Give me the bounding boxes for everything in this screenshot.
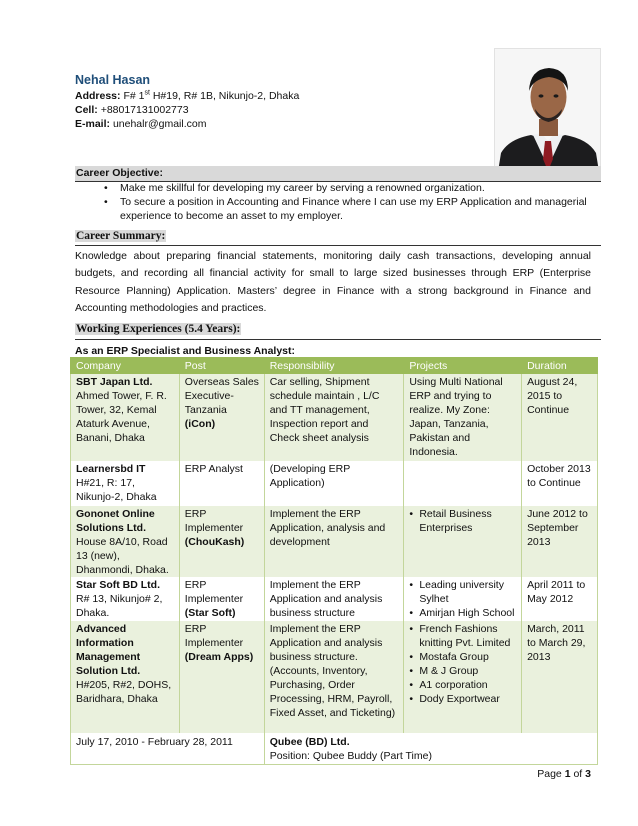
post-product: (Dream Apps) (184, 650, 254, 663)
career-summary-heading (75, 230, 601, 246)
projects-cell (404, 621, 522, 733)
project-list (409, 507, 517, 535)
post-title: ERP Implementer (184, 622, 244, 649)
project-item: • Amirjan High School (409, 606, 517, 620)
work-experience-title: Working Experiences (5.4 Years): (76, 323, 241, 335)
table-row (71, 506, 598, 577)
company-address: House 8A/10, Road 13 (new), Dhanmondi, Dhaka. (76, 535, 169, 576)
company-address: Ahmed Tower, F. R. Tower, 32, Kemal Ataturk Avenue, Banani, Dhaka (76, 390, 167, 444)
page-of: of (573, 768, 583, 780)
responsibility-cell: Implement the ERP Application and analysis business structure (264, 577, 404, 621)
duration-cell: March, 2011 to March 29, 2013 (522, 621, 598, 733)
table-row (71, 461, 598, 506)
table-header-row (71, 358, 598, 374)
column-header-company: Company (71, 358, 180, 374)
work-experience-heading (75, 323, 601, 340)
post-title: Overseas Sales Executive-Tanzania (184, 376, 259, 416)
address-post: H#19, R# 1B, Nikunjo-2, Dhaka (152, 90, 300, 102)
company-cell (71, 621, 180, 733)
email-line (75, 117, 206, 131)
company-name: SBT Japan Ltd. (76, 376, 153, 388)
post-title: ERP Implementer (184, 507, 244, 534)
post-cell (179, 506, 264, 577)
objective-item: • Make me skillful for developing my career by serving a renowned organization. (104, 181, 594, 195)
address-label: Address: (75, 90, 121, 102)
project-item: • Retail Business Enterprises (409, 507, 517, 535)
column-header-duration: Duration (522, 358, 598, 374)
post-cell (179, 461, 264, 506)
company-address: H#21, R: 17, Nikunjo-2, Dhaka (76, 476, 157, 503)
position-text: Position: Qubee Buddy (Part Time) (269, 749, 432, 762)
post-title: ERP Implementer (184, 578, 244, 605)
project-list (409, 622, 517, 706)
company-cell (71, 506, 180, 577)
project-item: • A1 corporation (409, 678, 517, 692)
objective-item: • To secure a position in Accounting and Finance where I can use my ERP Application and managerial experience to become an asset to my employer. (104, 195, 594, 223)
company-cell (71, 374, 180, 461)
address-line (75, 89, 299, 103)
address-sup: st (144, 89, 150, 97)
table-row (71, 621, 598, 733)
responsibility-cell: Car selling, Shipment schedule maintain , L/C and TT management, Inspection report and Check sheet analysis (264, 374, 404, 461)
table-row (71, 577, 598, 621)
email-label: E-mail: (75, 118, 111, 130)
column-header-projects: Projects (404, 358, 522, 374)
address-pre: F# 1 (123, 90, 145, 102)
page-word: Page (537, 768, 562, 780)
page-current: 1 (564, 768, 571, 780)
cell-value: +88017131002773 (100, 104, 189, 116)
responsibility-cell: (Developing ERP Application) (264, 461, 404, 506)
profile-photo (494, 48, 601, 177)
erp-specialist-subheading: As an ERP Specialist and Business Analyst: (75, 345, 295, 357)
duration-cell: October 2013 to Continue (522, 461, 598, 506)
project-item: • Mostafa Group (409, 650, 517, 664)
company-cell (71, 577, 180, 621)
post-cell (179, 577, 264, 621)
page-total: 3 (585, 768, 591, 780)
company-name: Learnersbd IT (76, 462, 146, 475)
projects-cell (404, 461, 522, 506)
project-item: • M & J Group (409, 664, 517, 678)
email-value[interactable]: unehalr@gmail.com (112, 118, 207, 130)
cell-label: Cell: (75, 104, 98, 116)
experience-table (70, 357, 598, 765)
post-product: (ChouKash) (184, 535, 245, 548)
duration-cell: June 2012 to September 2013 (522, 506, 598, 577)
company-name: Qubee (BD) Ltd. (269, 735, 350, 748)
portrait-illustration (495, 49, 601, 177)
company-address: R# 13, Nikunjo# 2, Dhaka. (76, 592, 163, 619)
company-name: Gononet Online Solutions Ltd. (76, 507, 155, 534)
project-list (409, 578, 517, 620)
project-item: • Dody Exportwear (409, 692, 517, 706)
project-item: • Leading university Sylhet (409, 578, 517, 606)
cell-line (75, 103, 189, 117)
period-cell: July 17, 2010 - February 28, 2011 (71, 733, 265, 765)
column-header-responsibility: Responsibility (264, 358, 404, 374)
projects-cell (404, 577, 522, 621)
post-title: ERP Analyst (184, 462, 243, 475)
duration-cell: August 24, 2015 to Continue (522, 374, 598, 461)
projects-cell (404, 506, 522, 577)
responsibility-cell: Implement the ERP Application and analysis business structure. (Accounts, Inventory, Purchasing, Order Processing, HRM, Payroll, Fixed Asset, and Ticketing) (264, 621, 404, 733)
objective-list (104, 181, 594, 223)
page-number (537, 768, 591, 780)
candidate-name: Nehal Hasan (75, 73, 151, 87)
career-summary-title: Career Summary: (76, 230, 166, 242)
post-product: (iCon) (184, 418, 216, 430)
projects-cell: Using Multi National ERP and trying to realize. My Zone: Japan, Tanzania, Pakistan and Indonesia. (404, 374, 522, 461)
column-header-post: Post (179, 358, 264, 374)
post-cell (179, 374, 264, 461)
company-cell (71, 461, 180, 506)
company-name: Star Soft BD Ltd. (76, 578, 160, 591)
post-cell (179, 621, 264, 733)
company-name: Advanced Information Management Solution Ltd. (76, 622, 141, 677)
career-objective-heading: Career Objective: (75, 166, 601, 182)
table-row (71, 733, 598, 765)
responsibility-cell: Implement the ERP Application, analysis and development (264, 506, 404, 577)
table-row (71, 374, 598, 461)
post-product: (Star Soft) (184, 606, 236, 619)
project-item: • French Fashions knitting Pvt. Limited (409, 622, 517, 650)
duration-cell: April 2011 to May 2012 (522, 577, 598, 621)
company-address: H#205, R#2, DOHS, Baridhara, Dhaka (76, 678, 172, 705)
career-summary-text: Knowledge about preparing financial statements, monitoring daily cash transactions, developing annual budgets, and recording all financial activity for small to large sized businesses through ERP (Enterprise Resource Planning) Application. Masters’ degree in Finance with a strong background in Finance and Accounting methodologies and practices. (75, 250, 591, 314)
qubee-cell (264, 733, 597, 765)
